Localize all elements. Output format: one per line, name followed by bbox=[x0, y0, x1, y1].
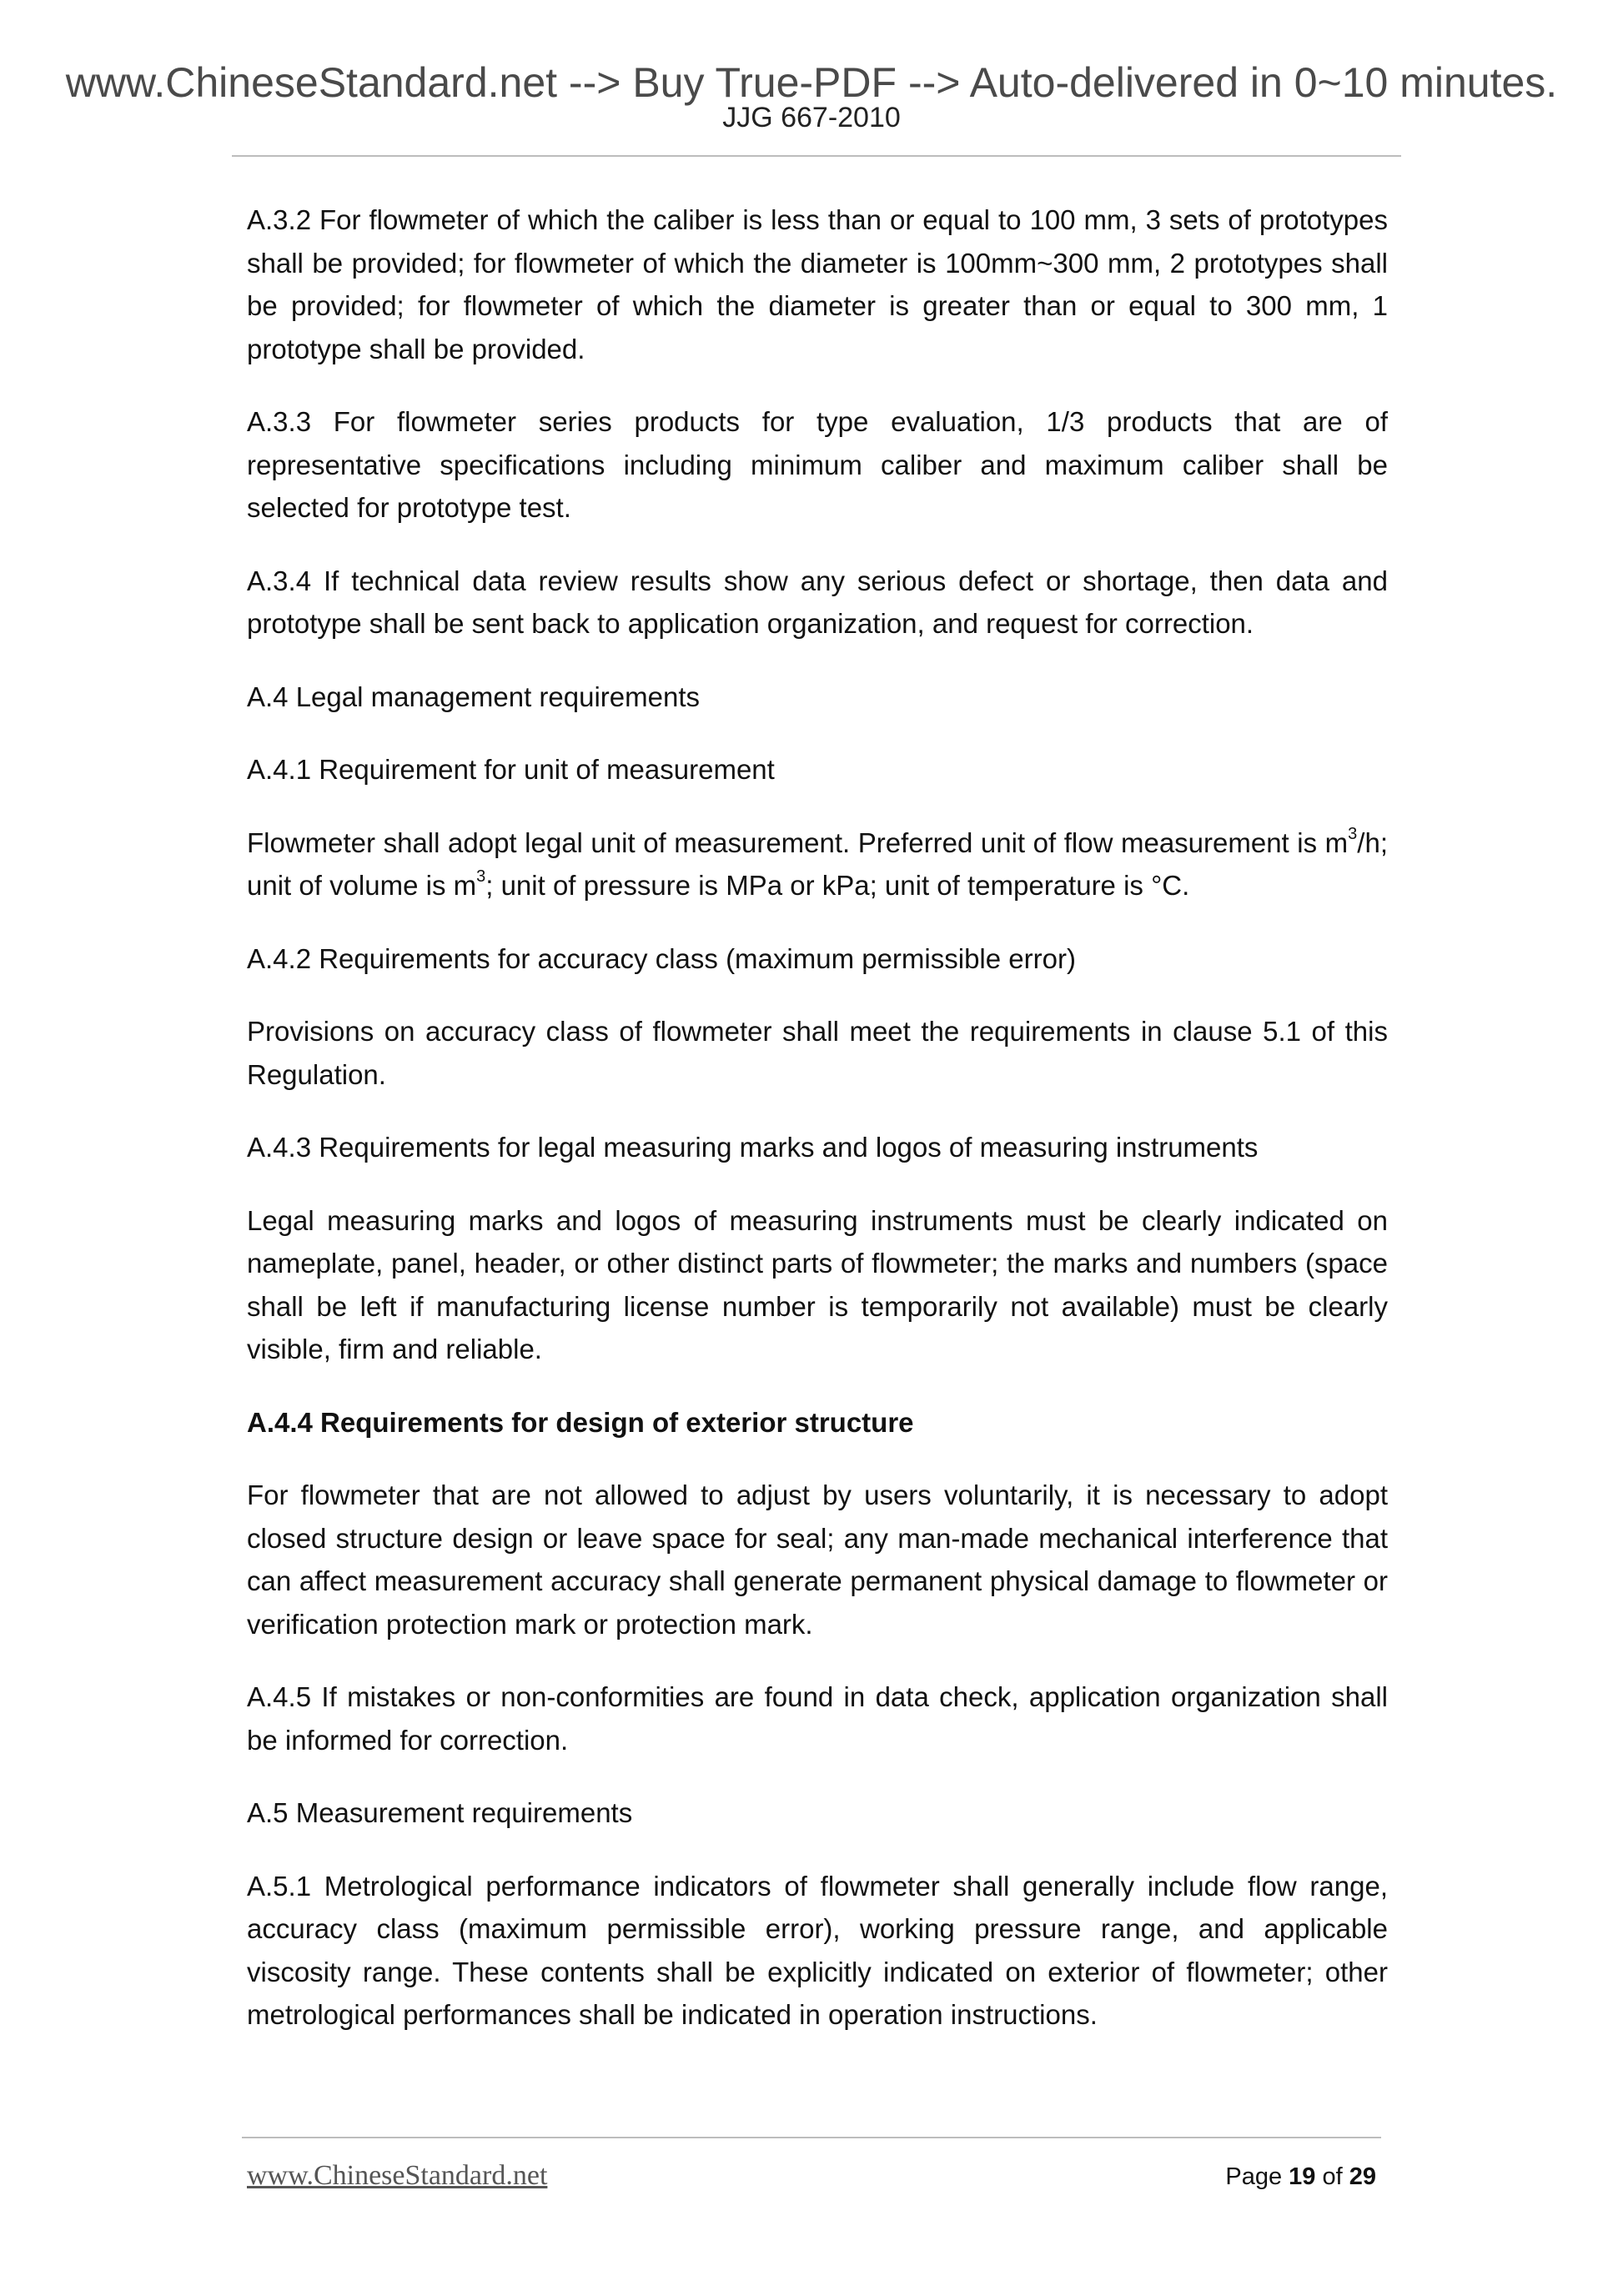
superscript-1: 3 bbox=[1348, 824, 1358, 843]
footer-divider bbox=[242, 2137, 1381, 2138]
clause-a-4-5: A.4.5 If mistakes or non-conformities are found in data check, application organization shall be informed for correction. bbox=[247, 1681, 1388, 1756]
page-of: of bbox=[1322, 2163, 1343, 2190]
heading-a-4-4: A.4.4 Requirements for design of exterior structure bbox=[247, 1406, 914, 1438]
document-body bbox=[247, 198, 1388, 2067]
clause-a-4-1-body bbox=[247, 821, 1388, 907]
clause-a-4-4-body: For flowmeter that are not allowed to adjust by users voluntarily, it is necessary to adopt closed structure design or leave space for seal; any man-made mechanical interference that can affect measurement accuracy shall generate permanent physical damage to flowmeter or verification protection mark or protection mark. bbox=[247, 1480, 1388, 1640]
units-text-3: ; unit of pressure is MPa or kPa; unit of temperature is °C. bbox=[485, 870, 1190, 901]
heading-a-4-2: A.4.2 Requirements for accuracy class (maximum permissible error) bbox=[247, 942, 1076, 974]
clause-a-4-2-body: Provisions on accuracy class of flowmeter shall meet the requirements in clause 5.1 of this Regulation. bbox=[247, 1016, 1388, 1090]
clause-a-3-4: A.3.4 If technical data review results show any serious defect or shortage, then data and prototype shall be sent back to application organization, and request for correction. bbox=[247, 565, 1388, 639]
clause-a-5-1: A.5.1 Metrological performance indicators of flowmeter shall generally include flow range, accuracy class (maximum permissible error), working pressure range, and applicable viscosity range. These contents shall be explicitly indicated on exterior of flowmeter; other metrological performances shall be indicated in operation instructions. bbox=[247, 1870, 1388, 2030]
heading-a-4-1: A.4.1 Requirement for unit of measurement bbox=[247, 754, 775, 785]
header-divider bbox=[232, 155, 1401, 157]
units-text-2: /h; unit of volume is m bbox=[247, 826, 1388, 901]
heading-a-4: A.4 Legal management requirements bbox=[247, 681, 700, 712]
header-banner: www.ChineseStandard.net --> Buy True-PDF --> Auto-delivered in 0~10 minutes. bbox=[65, 59, 1558, 106]
footer-site-link[interactable]: www.ChineseStandard.net bbox=[247, 2160, 548, 2191]
units-text-1: Flowmeter shall adopt legal unit of measurement. Preferred unit of flow measurement is m bbox=[247, 826, 1349, 858]
page-label: Page bbox=[1225, 2163, 1283, 2190]
standard-code: JJG 667-2010 bbox=[722, 102, 901, 133]
page-total: 29 bbox=[1349, 2163, 1376, 2190]
page-current: 19 bbox=[1289, 2163, 1316, 2190]
heading-a-5: A.5 Measurement requirements bbox=[247, 1797, 633, 1828]
clause-a-3-2: A.3.2 For flowmeter of which the caliber is less than or equal to 100 mm, 3 sets of prototypes shall be provided; for flowmeter of which the diameter is 100mm~300 mm, 2 prototypes shall be provided; for flowmeter of which the diameter is greater than or equal to 300 mm, 1 prototype shall be provided. bbox=[247, 204, 1388, 364]
heading-a-4-3: A.4.3 Requirements for legal measuring marks and logos of measuring instruments bbox=[247, 1132, 1259, 1163]
superscript-2: 3 bbox=[476, 867, 486, 886]
clause-a-4-3-body: Legal measuring marks and logos of measuring instruments must be clearly indicated on nameplate, panel, header, or other distinct parts of flowmeter; the marks and numbers (space shall be left if manufacturing license number is temporarily not available) must be clearly visible, firm and reliable. bbox=[247, 1204, 1388, 1364]
page-number bbox=[1225, 2165, 1376, 2189]
clause-a-3-3: A.3.3 For flowmeter series products for type evaluation, 1/3 products that are of representative specifications including minimum caliber and maximum caliber shall be selected for prototype test. bbox=[247, 406, 1388, 523]
